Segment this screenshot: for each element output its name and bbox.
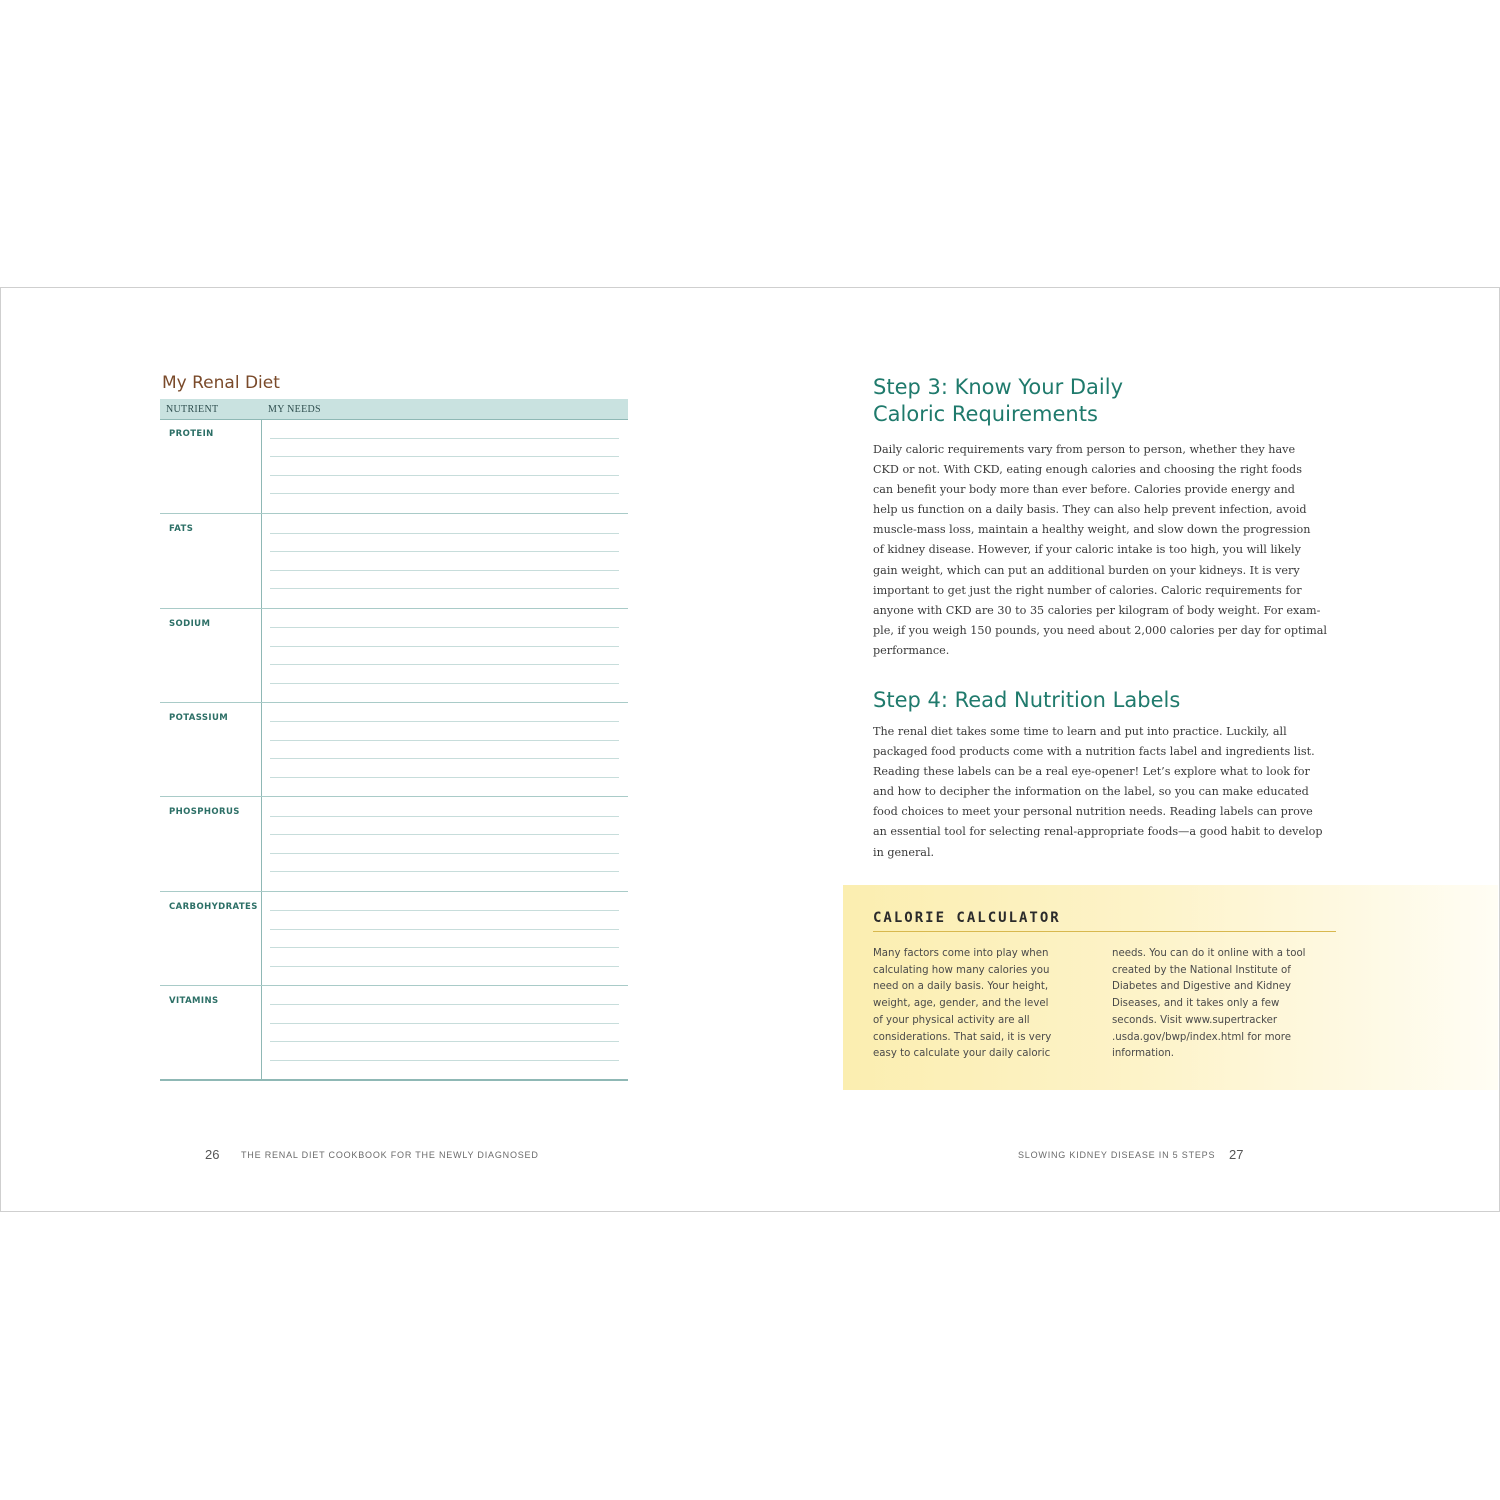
worksheet-row xyxy=(160,891,628,986)
table-bottom-rule xyxy=(160,1079,628,1081)
nutrient-label: CARBOHYDRATES xyxy=(169,901,258,912)
writing-line[interactable] xyxy=(270,588,619,589)
body-line: ple, if you weigh 150 pounds, you need about 2,000 calories per day for optimal xyxy=(873,623,1327,637)
writing-line[interactable] xyxy=(270,721,619,722)
worksheet-table xyxy=(160,399,628,1081)
writing-line[interactable] xyxy=(270,438,619,439)
body-line: CKD or not. With CKD, eating enough calories and choosing the right foods xyxy=(873,463,1302,477)
nutrient-label: PHOSPHORUS xyxy=(169,807,240,818)
sidebar-line: Diseases, and it takes only a few xyxy=(1112,998,1280,1010)
writing-line[interactable] xyxy=(270,551,619,552)
writing-line[interactable] xyxy=(270,853,619,854)
column-header-my-needs: MY NEEDS xyxy=(268,404,321,415)
step3-heading-line1: Step 3: Know Your Daily xyxy=(873,375,1124,399)
writing-line[interactable] xyxy=(270,871,619,872)
worksheet-row xyxy=(160,608,628,703)
body-line: in general. xyxy=(873,845,935,859)
body-line: performance. xyxy=(873,643,950,657)
sidebar-line: created by the National Institute of xyxy=(1112,964,1291,976)
sidebar-line: .usda.gov/bwp/index.html for more xyxy=(1112,1031,1291,1043)
body-line: muscle-mass loss, maintain a healthy weight, and slow down the progression xyxy=(873,523,1311,537)
writing-line[interactable] xyxy=(270,664,619,665)
step3-body xyxy=(873,440,1339,661)
body-line: important to get just the right number of calories. Caloric requirements for xyxy=(873,583,1302,597)
sidebar-line: seconds. Visit www.supertracker xyxy=(1112,1014,1278,1026)
step4-heading: Step 4: Read Nutrition Labels xyxy=(873,688,1181,712)
worksheet-title: My Renal Diet xyxy=(162,373,280,393)
writing-line[interactable] xyxy=(270,1060,619,1061)
sidebar-line: calculating how many calories you xyxy=(873,964,1050,976)
writing-line[interactable] xyxy=(270,834,619,835)
worksheet-row xyxy=(160,796,628,891)
sidebar-line: considerations. That said, it is very xyxy=(873,1031,1052,1043)
column-header-nutrient: NUTRIENT xyxy=(166,404,219,415)
writing-line[interactable] xyxy=(270,966,619,967)
sidebar-line: needs. You can do it online with a tool xyxy=(1112,948,1306,959)
body-line: an essential tool for selecting renal-appropriate foods—a good habit to develop xyxy=(873,825,1323,839)
writing-line[interactable] xyxy=(270,1041,619,1042)
writing-line[interactable] xyxy=(270,947,619,948)
writing-line[interactable] xyxy=(270,493,619,494)
sidebar-line: Diabetes and Digestive and Kidney xyxy=(1112,981,1292,993)
body-line: packaged food products come with a nutrition facts label and ingredients list. xyxy=(873,745,1315,759)
nutrient-label: POTASSIUM xyxy=(169,712,229,723)
writing-line[interactable] xyxy=(270,646,619,647)
sidebar-line: of your physical activity are all xyxy=(873,1014,1030,1026)
writing-line[interactable] xyxy=(270,816,619,817)
writing-line[interactable] xyxy=(270,683,619,684)
writing-line[interactable] xyxy=(270,929,619,930)
body-line: gain weight, which can put an additional burden on your kidneys. It is very xyxy=(873,563,1300,577)
page-number-left: 26 xyxy=(205,1147,220,1162)
body-line: Reading these labels can be a real eye-opener! Let’s explore what to look for xyxy=(873,765,1310,779)
writing-line[interactable] xyxy=(270,570,619,571)
worksheet-row xyxy=(160,513,628,608)
writing-line[interactable] xyxy=(270,758,619,759)
writing-line[interactable] xyxy=(270,627,619,628)
body-line: The renal diet takes some time to learn and put into practice. Luckily, all xyxy=(873,725,1287,738)
sidebar-line: Many factors come into play when xyxy=(873,948,1049,959)
writing-line[interactable] xyxy=(270,475,619,476)
nutrient-label: SODIUM xyxy=(169,618,211,629)
writing-line[interactable] xyxy=(270,1023,619,1024)
worksheet-row xyxy=(160,419,628,513)
calorie-calculator-col2 xyxy=(1112,946,1306,1063)
worksheet-row xyxy=(160,702,628,797)
calorie-calculator-title: CALORIE CALCULATOR xyxy=(873,910,1061,926)
sidebar-line: need on a daily basis. Your height, xyxy=(873,981,1049,993)
body-line: help us function on a daily basis. They can also help prevent infection, avoid xyxy=(873,503,1307,517)
step3-heading-line2: Caloric Requirements xyxy=(873,402,1098,426)
sidebar-line: weight, age, gender, and the level xyxy=(873,998,1049,1010)
sidebar-line: easy to calculate your daily caloric xyxy=(873,1048,1051,1060)
step4-body xyxy=(873,722,1339,863)
body-line: anyone with CKD are 30 to 35 calories per kilogram of body weight. For exam- xyxy=(873,603,1321,617)
body-line: food choices to meet your personal nutrition needs. Reading labels can prove xyxy=(873,805,1313,819)
calorie-calculator-rule xyxy=(873,931,1336,932)
body-line: and how to decipher the information on the label, so you can make educated xyxy=(873,785,1309,799)
writing-line[interactable] xyxy=(270,740,619,741)
sidebar-line: information. xyxy=(1112,1048,1175,1060)
writing-line[interactable] xyxy=(270,1004,619,1005)
worksheet-row xyxy=(160,985,628,1080)
page-number-right: 27 xyxy=(1229,1147,1244,1162)
body-line: Daily caloric requirements vary from person to person, whether they have xyxy=(873,443,1296,456)
nutrient-label: FATS xyxy=(169,524,194,535)
step3-heading xyxy=(873,374,1123,428)
worksheet-header xyxy=(160,399,628,420)
body-line: can benefit your body more than ever before. Calories provide energy and xyxy=(873,483,1295,497)
running-head-right: SLOWING KIDNEY DISEASE IN 5 STEPS xyxy=(1018,1150,1216,1160)
body-line: of kidney disease. However, if your caloric intake is too high, you will likely xyxy=(873,543,1301,557)
running-head-left: THE RENAL DIET COOKBOOK FOR THE NEWLY DIAGNOSED xyxy=(241,1150,539,1160)
calorie-calculator-col1 xyxy=(873,946,1051,1063)
writing-line[interactable] xyxy=(270,533,619,534)
nutrient-label: VITAMINS xyxy=(169,995,219,1006)
writing-line[interactable] xyxy=(270,456,619,457)
writing-line[interactable] xyxy=(270,910,619,911)
writing-line[interactable] xyxy=(270,777,619,778)
nutrient-label: PROTEIN xyxy=(169,429,214,439)
